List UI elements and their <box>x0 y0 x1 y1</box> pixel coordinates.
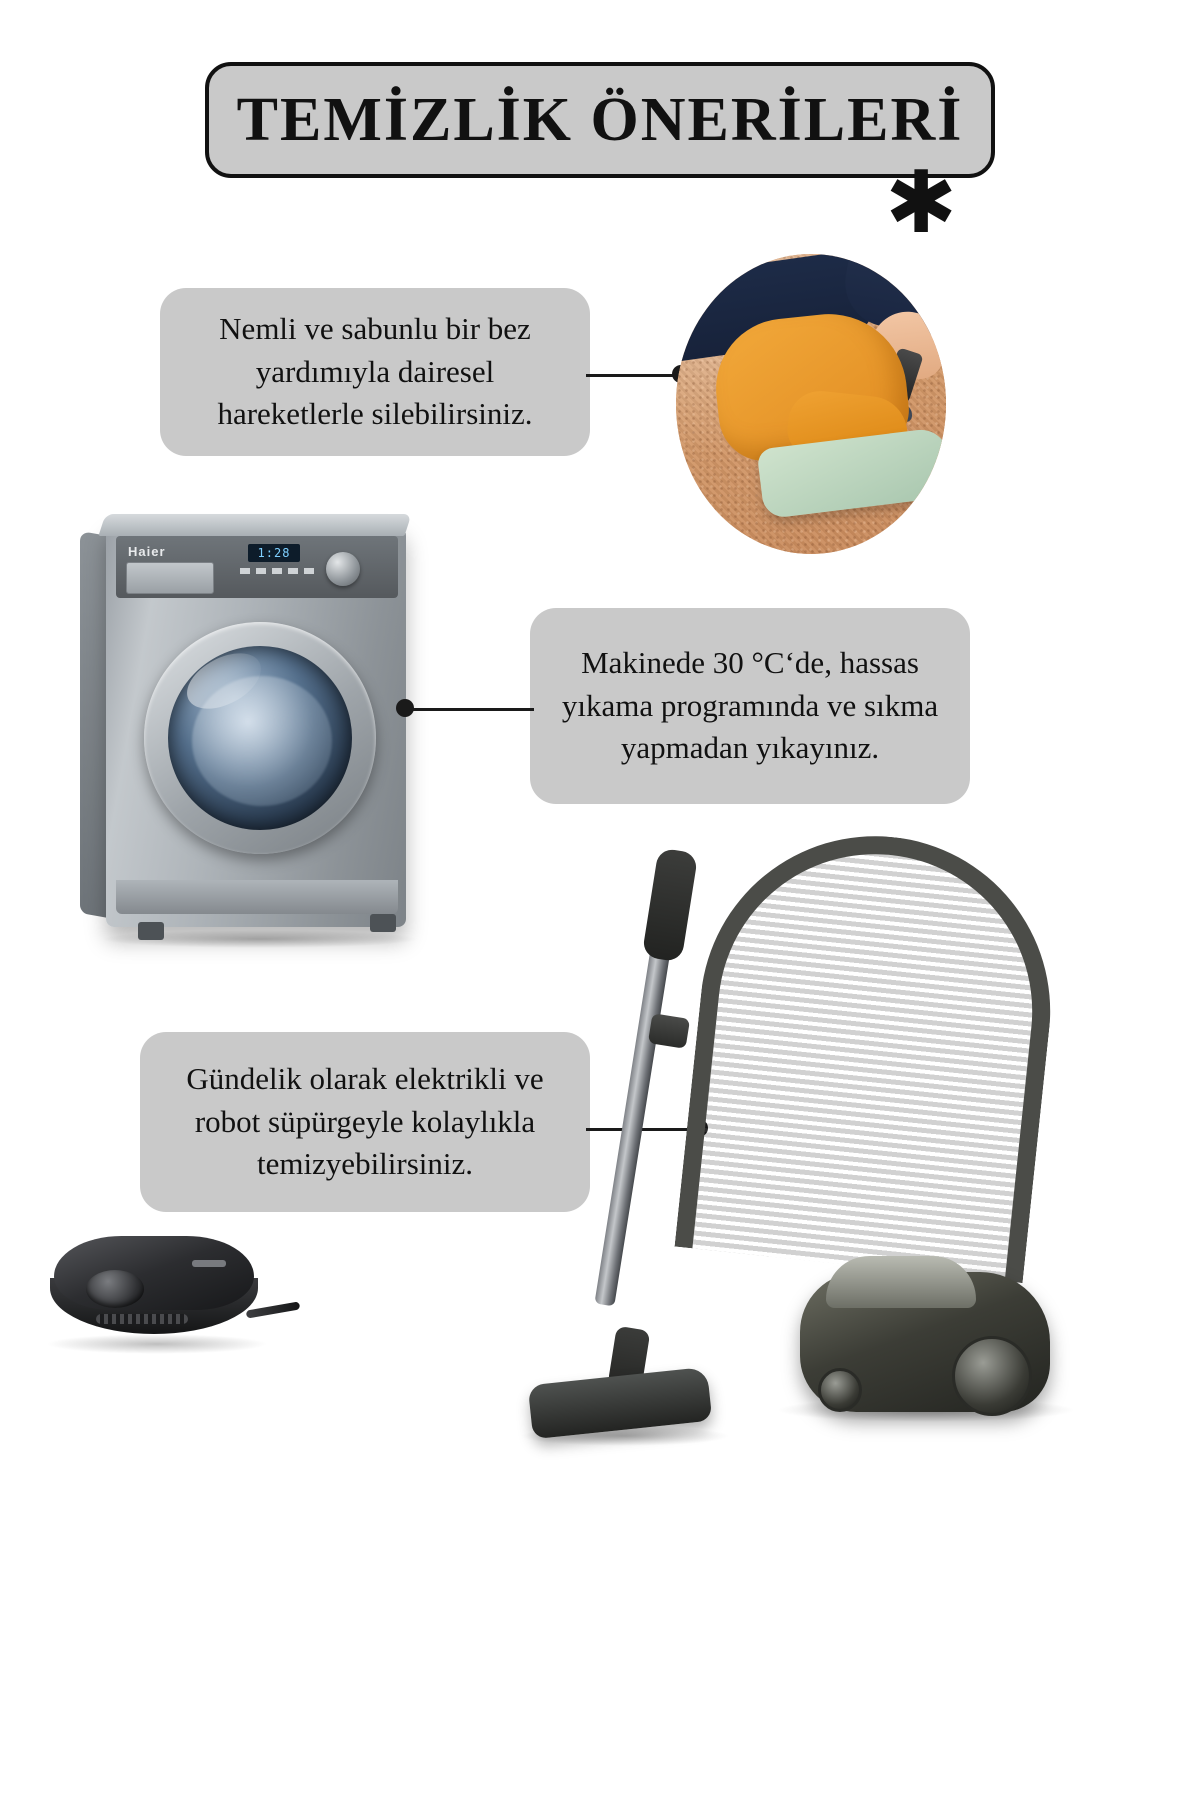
washing-machine-illustration <box>80 512 415 952</box>
leader-line-machine-wash <box>406 708 534 711</box>
leader-dot-machine-wash <box>396 699 414 717</box>
washer-detergent-drawer <box>126 562 214 594</box>
robot-side-brush <box>246 1301 301 1318</box>
vacuum-cleaner-illustration <box>500 820 1120 1500</box>
vacuum-canister-lid <box>826 1256 976 1308</box>
page-title: TEMİZLİK ÖNERİLERİ <box>236 85 964 154</box>
robot-badge <box>192 1260 226 1267</box>
washer-display: 1:28 <box>248 544 300 562</box>
tip-text-cloth: Nemli ve sabunlu bir bez yardımıyla dairesel hareketlerle silebilirsiniz. <box>217 310 533 432</box>
robot-sensor-dome <box>86 1270 144 1308</box>
washer-foot-left <box>138 922 164 940</box>
vacuum-wheel-front <box>818 1368 862 1412</box>
tip-text-vacuum: Gündelik olarak elektrikli ve robot süpürgeyle kolaylıkla temizyebilirsiniz. <box>186 1060 544 1182</box>
tip-bubble-machine-wash <box>530 608 970 804</box>
tip-bubble-cloth <box>160 288 590 456</box>
washer-brand-label: Haier <box>128 544 166 559</box>
page-title-box <box>205 62 995 178</box>
washer-door-glass <box>168 646 352 830</box>
washer-program-knob <box>326 552 360 586</box>
tip-text-machine-wash: Makinede 30 °C‘de, hassas yıkama programında ve sıkma yapmadan yıkayınız. <box>561 644 939 766</box>
washer-buttons <box>240 568 318 574</box>
leader-line-cloth <box>586 374 682 377</box>
vacuum-wand-joint <box>648 1013 690 1049</box>
vacuum-wheel-rear <box>952 1336 1032 1416</box>
robot-vacuum-illustration <box>40 1230 280 1360</box>
robot-shadow <box>46 1334 268 1354</box>
vacuum-hose <box>674 819 1067 1283</box>
robot-vent <box>96 1314 188 1324</box>
vacuum-handle-grip <box>642 848 699 963</box>
washer-foot-right <box>370 914 396 932</box>
washer-top-surface <box>98 514 411 536</box>
robot-top-cover <box>54 1236 254 1310</box>
asterisk-icon: ✱ <box>885 153 958 253</box>
washer-plinth <box>116 880 398 914</box>
gloved-hand-cleaning-carpet-photo <box>676 254 946 554</box>
